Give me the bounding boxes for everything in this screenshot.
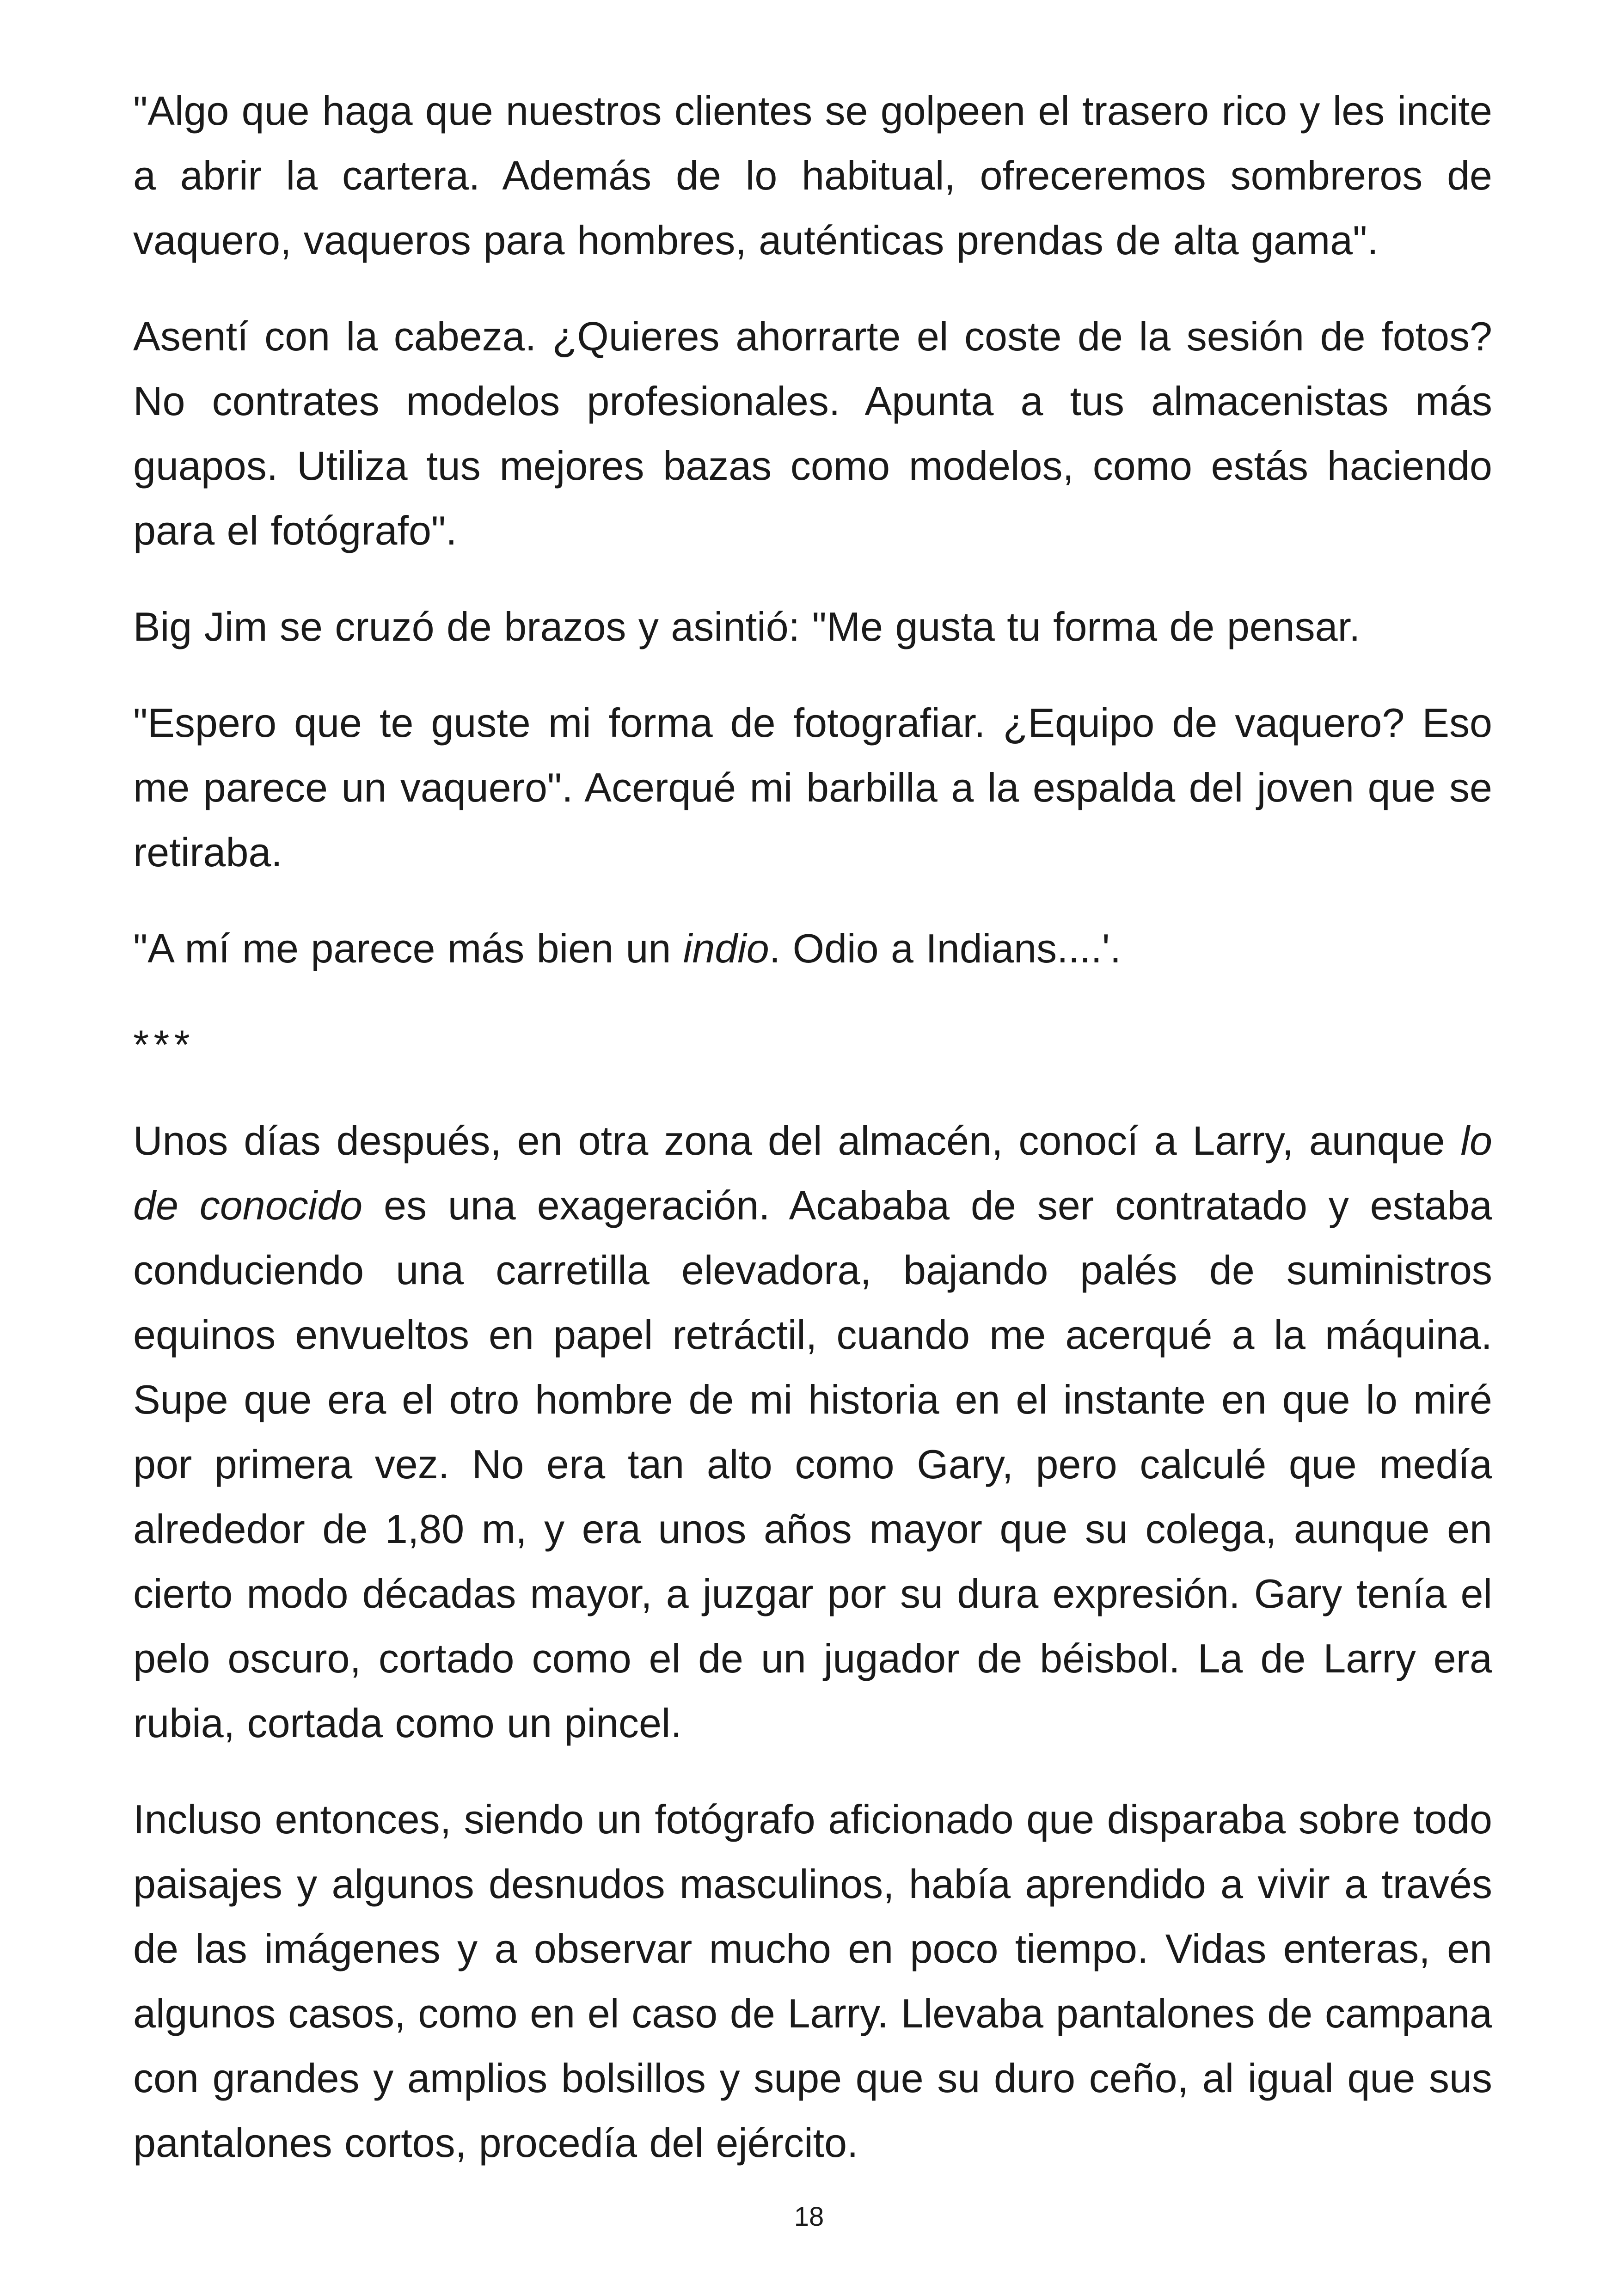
scene-break: *** xyxy=(133,1022,195,1067)
page-number: 18 xyxy=(794,2202,824,2232)
body-text xyxy=(133,79,1492,2207)
paragraph-7: Incluso entonces, siendo un fotógrafo aficionado que disparaba sobre todo paisajes y algunos desnudos masculinos, había aprendido a vivir a través de las imágenes y a observar mucho en poco tiempo. Vidas enteras, en algunos casos, como en el caso de Larry. Llevaba pantalones de campana con grandes y amplios bolsillos y supe que su duro ceño, al igual que sus pantalones cortos, procedía del ejército. xyxy=(133,1796,1492,2166)
paragraph-5-text-end: . Odio a Indians....'. xyxy=(769,925,1122,971)
paragraph-6-text-end: es una exageración. Acababa de ser contratado y estaba conduciendo una carretilla elevadora, bajando palés de suministros equinos envueltos en papel retráctil, cuando me acerqué a la máquina. Supe que era el otro hombre de mi historia en el instante en que lo miré por primera vez. No era tan alto como Gary, pero calculé que medía alrededor de 1,80 m, y era unos años mayor que su colega, aunque en cierto modo décadas mayor, a juzgar por su dura expresión. Gary tenía el pelo oscuro, cortado como el de un jugador de béisbol. La de Larry era rubia, cortada como un pincel. xyxy=(133,1182,1492,1746)
paragraph-2: Asentí con la cabeza. ¿Quieres ahorrarte el coste de la sesión de fotos? No contrates modelos profesionales. Apunta a tus almacenistas más guapos. Utiliza tus mejores bazas como modelos, como estás haciendo para el fotógrafo". xyxy=(133,313,1492,553)
paragraph-5-text: "A mí me parece más bien un xyxy=(133,925,683,971)
paragraph-6 xyxy=(133,1108,1492,1756)
paragraph-1: "Algo que haga que nuestros clientes se golpeen el trasero rico y les incite a abrir la cartera. Además de lo habitual, ofreceremos sombreros de vaquero, vaqueros para hombres, auténticas prendas de alta gama". xyxy=(133,88,1492,263)
paragraph-5-italic: indio xyxy=(683,925,769,971)
paragraph-6-text: Unos días después, en otra zona del almacén, conocí a Larry, aunque xyxy=(133,1118,1461,1163)
paragraph-6-italic: lo de conocido xyxy=(133,1118,1492,1228)
paragraph-3: Big Jim se cruzó de brazos y asintió: "Me gusta tu forma de pensar. xyxy=(133,604,1361,649)
paragraph-5 xyxy=(133,916,1492,981)
paragraph-4: "Espero que te guste mi forma de fotografiar. ¿Equipo de vaquero? Eso me parece un vaquero". Acerqué mi barbilla a la espalda del joven que se retiraba. xyxy=(133,700,1492,875)
